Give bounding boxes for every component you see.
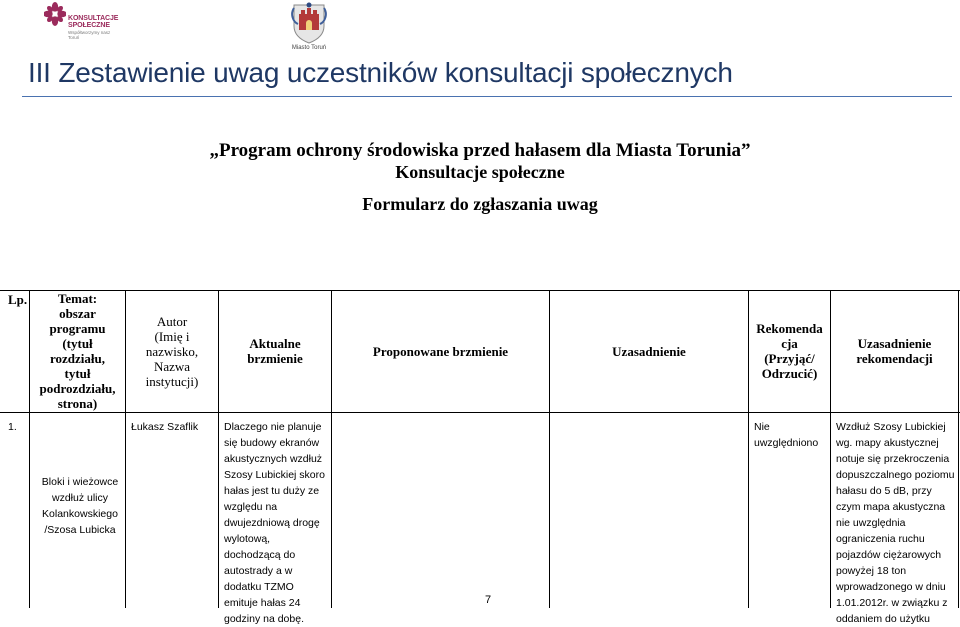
header-proposed	[332, 290, 549, 412]
logo-left-line1: KONSULTACJE	[68, 15, 119, 22]
title-underline	[22, 96, 952, 97]
header-current-label: Aktualne brzmienie	[247, 336, 303, 366]
header-justification-label: Uzasadnienie	[612, 343, 686, 359]
crest-caption: Miasto Toruń	[291, 45, 327, 51]
konsultacje-logo	[44, 2, 119, 40]
header-current	[219, 290, 331, 412]
crest-icon	[291, 2, 327, 44]
page-title: III Zestawienie uwag uczestników konsultacji społecznych	[28, 57, 733, 88]
logo-left-line2: SPOŁECZNE	[68, 22, 110, 29]
row-lp: 1.	[8, 421, 17, 433]
consultation-subtitle: Konsultacje społeczne	[395, 162, 565, 182]
header-rec-justification	[831, 290, 958, 412]
header-lp-label: Lp.	[8, 292, 28, 307]
logo-left-tagline: Współtworzymy nasz Toruń	[68, 30, 111, 40]
row-recommendation: Nie uwzględniono	[754, 421, 819, 449]
row-author: Łukasz Szaflik	[131, 421, 199, 433]
program-title: „Program ochrony środowiska przed hałasem dla Miasta Torunia”	[209, 140, 751, 161]
header-author	[126, 290, 218, 412]
flower-logo-icon	[44, 2, 66, 32]
header-lp	[0, 290, 30, 414]
header-rec-justification-label: Uzasadnienie rekomendacji	[856, 336, 933, 366]
logo-left-text	[68, 15, 118, 29]
header-recommendation-label: Rekomenda cja (Przyjąć/ Odrzucić)	[756, 321, 823, 381]
header-topic-label: Temat: obszar programu (tytuł rozdziału, tytuł podrozdziału, strona)	[39, 291, 116, 411]
page-number: 7	[485, 594, 492, 606]
header-proposed-label: Proponowane brzmienie	[372, 343, 509, 359]
city-crest-logo	[286, 2, 332, 54]
header-recommendation	[749, 290, 830, 412]
header-author-label: Autor (Imię i nazwisko, Nazwa instytucji)	[145, 313, 199, 389]
form-title: Formularz do zgłaszania uwag	[362, 194, 598, 214]
row-current: Dlaczego nie planuje się budowy ekranów akustycznych wzdłuż Szosy Lubickiej skoro hałas jest tu duży ze względu na dwujezdniową drogę wylotową, dochodzącą do autostrady a w dodatku TZMO emituje hałas 24 godziny na dobę.	[224, 421, 325, 625]
header-justification	[550, 290, 748, 412]
header-topic	[30, 290, 125, 412]
row-topic: Bloki i wieżowce wzdłuż ulicy Kolankowskiego /Szosa Lubicka	[41, 476, 119, 536]
row-rec-justification: Wzdłuż Szosy Lubickiej wg. mapy akustycznej notuje się przekroczenia dopuszczalnego poziomu hałasu do 5 dB, przy czym mapa akustyczna nie uwzględnia ograniczenia ruchu pojazdów ciężarowych powyżej 18 ton wprowadzonego w dniu 1.01.2012r. w związku z oddaniem do użytku	[836, 421, 955, 625]
